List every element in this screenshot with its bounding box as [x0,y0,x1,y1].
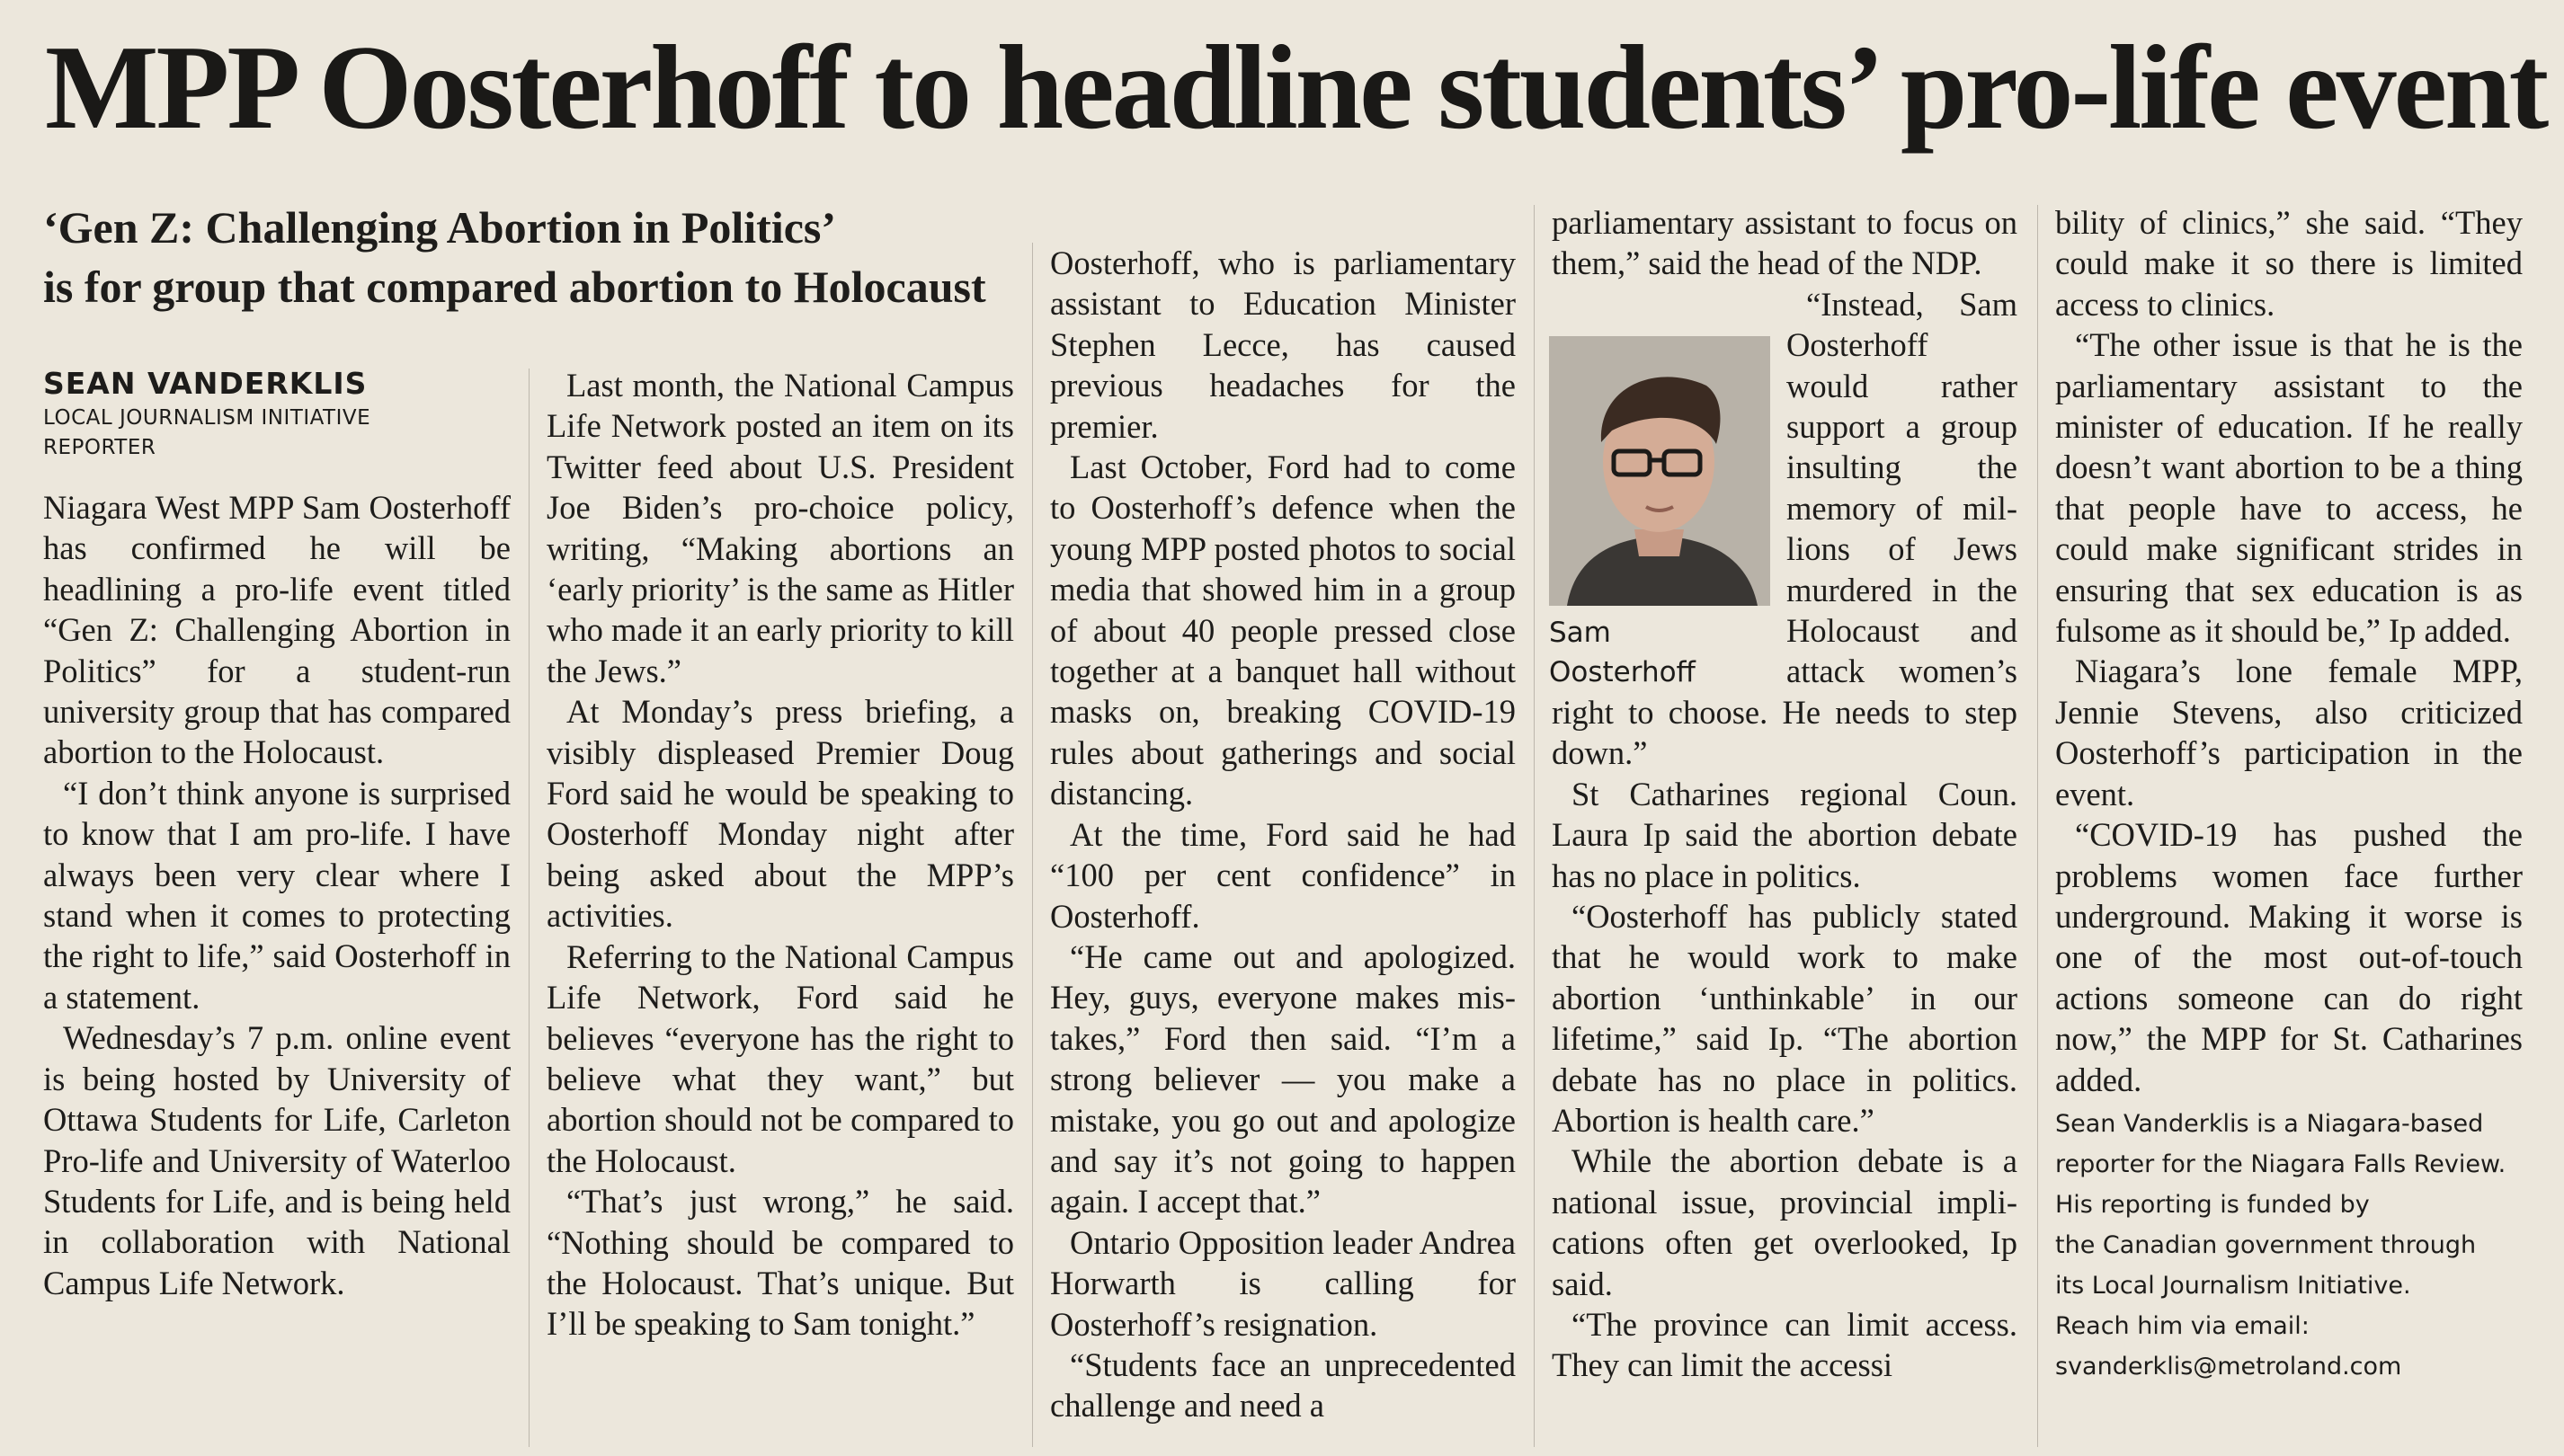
paragraph: “COVID-19 has pushed the problems women face further underground. Making it worse is one of the most out-of-touch actions someone can do right now,” the MPP for St. Catharines added. [2055,816,2523,1098]
byline-role-line-2: REPORTER [43,436,156,459]
paragraph: bility of clinics,” she said. “They could make it so there is limited access to clinics. [2055,204,2523,323]
article-column-5 [2055,202,2523,1387]
author-bio-line: Sean Vanderklis is a Niagara-based [2055,1109,2484,1138]
paragraph: parliamentary assistant to focus on them,” said the head of the NDP. [1552,204,2017,282]
portrait-photo [1549,336,1770,606]
paragraph: Last month, the National Campus Life Network posted an item on its Twitter feed about U.S. President Joe Biden’s pro-choice policy, writing, “Making abortions an ‘early priority’ is the same as Hitler who made it an early priority to kill the Jews.” [547,367,1015,689]
column-rule [2037,205,2038,1447]
paragraph: “That’s just wrong,” he said. “Nothing should be compared to the Holocaust. That’s unique. But I’ll be speaking to Sam tonight.” [547,1183,1014,1343]
photo-caption-line-1: Sam [1549,616,1611,649]
column-rule [1534,205,1535,1447]
column-rule [529,368,530,1447]
paragraph: “The province can limit access. They can limit the accessi [1552,1305,2017,1384]
byline-role-line-1: LOCAL JOURNALISM INITIATIVE [43,406,371,430]
paragraph: St Catharines regional Coun. Laura Ip said the abortion debate has no place in politics. [1552,775,2017,894]
author-email: svanderklis@metroland.com [2055,1352,2402,1381]
author-bio [2055,1104,2523,1387]
paragraph: Last October, Ford had to come to Oosterhoff’s defence when the young MPP posted photos to social media that showed him in a group of about 40 people pressed close together at a banquet hall without masks on, breaking COVID-19 rules about gatherings and social distancing. [1050,448,1516,812]
paragraph: While the abortion debate is a national issue, provincial implications often get overlooked, Ip said. [1552,1142,2017,1302]
paragraph: “Students face an unprecedented challenge and need a [1050,1345,1516,1425]
deck-line-2: is for group that compared abortion to Holocaust [43,262,986,312]
article-column-1 [43,487,511,1303]
byline [43,364,529,463]
paragraph: “Instead, Sam Oosterhoff would rather support a group insulting the memory of millions of Jews murdered in the Holocaust and attack women’s right to choose. He needs to step down.” [1552,285,2017,772]
author-bio-line: Reach him via email: [2055,1311,2310,1340]
deck-line-1: ‘Gen Z: Challenging Abortion in Politics’ [43,202,837,253]
paragraph: Wednesday’s 7 p.m. online event is being hosted by University of Ottawa Students for Life, Carleton Pro-life and University of Waterloo Students for Life, and is being held in collaboration with National Campus Life Network. [43,1019,511,1301]
column-rule [1032,243,1033,1447]
paragraph: “I don’t think anyone is surprised to know that I am pro-life. I have always been very clear where I stand when it comes to protecting the right to life,” said Oosterhoff in a statement. [43,774,511,1016]
photo-caption [1549,613,1770,692]
paragraph: Oosterhoff, who is parliamentary assistant to Education Minister Stephen Lecce, has caused previous headaches for the premier. [1050,244,1516,445]
paragraph: Ontario Opposition leader Andrea Horwarth is calling for Oosterhoff’s resignation. [1050,1223,1516,1343]
author-bio-line: its Local Journalism Initiative. [2055,1271,2411,1300]
paragraph: Niagara West MPP Sam Oosterhoff has confirmed he will be headlining a pro-life event titled “Gen Z: Challenging Abortion in Politics” for a student-run university group that has compared abortion to the Holocaust. [43,489,511,771]
paragraph: “Oosterhoff has publicly stated that he would work to make abortion ‘unthinkable’ in our lifetime,” said Ip. “The abortion debate has no place in politics. Abortion is health care.” [1552,897,2017,1139]
photo-caption-line-2: Oosterhoff [1549,655,1696,688]
photo-block [1549,336,1770,692]
portrait-illustration [1549,336,1770,606]
author-bio-line: the Canadian government through [2055,1230,2477,1259]
article-column-3 [1050,243,1516,1426]
paragraph: At Monday’s press briefing, a visibly displeased Premier Doug Ford said he would be speaking to Oosterhoff Monday night after being asked about the MPP’s activities. [547,693,1014,935]
author-bio-line: reporter for the Niagara Falls Review. [2055,1150,2506,1178]
deck [43,198,1014,316]
paragraph: Referring to the National Campus Life Network, Ford said he believes “everyone has the right to believe what they want,” but abortion should not be compared to the Holocaust. [547,937,1014,1179]
paragraph: “He came out and apologized. Hey, guys, everyone makes mistakes,” Ford then said. “I’m a strong believer — you make a mistake, you go out and apologize and say it’s not going to happen again. I accept that.” [1050,937,1516,1221]
article-column-2 [547,365,1014,1345]
headline: MPP Oosterhoff to headline students’ pro-life event [45,21,2547,154]
byline-name: SEAN VANDERKLIS [43,366,368,401]
bleed-through-texture [144,0,2481,18]
paragraph: Niagara’s lone female MPP, Jennie Stevens, also criticized Oosterhoff’s participation in the event. [2055,653,2523,812]
paragraph: At the time, Ford said he had “100 per cent confidence” in Oosterhoff. [1050,815,1516,935]
author-bio-line: His reporting is funded by [2055,1190,2370,1219]
paragraph: “The other issue is that he is the parliamentary assistant to the minister of education. If he really doesn’t want abortion to be a thing that people have to access, he could make significant strides in ensuring that sex education is as fulsome as it should be,” Ip added. [2055,326,2523,650]
article-column-4 [1549,202,2017,1386]
